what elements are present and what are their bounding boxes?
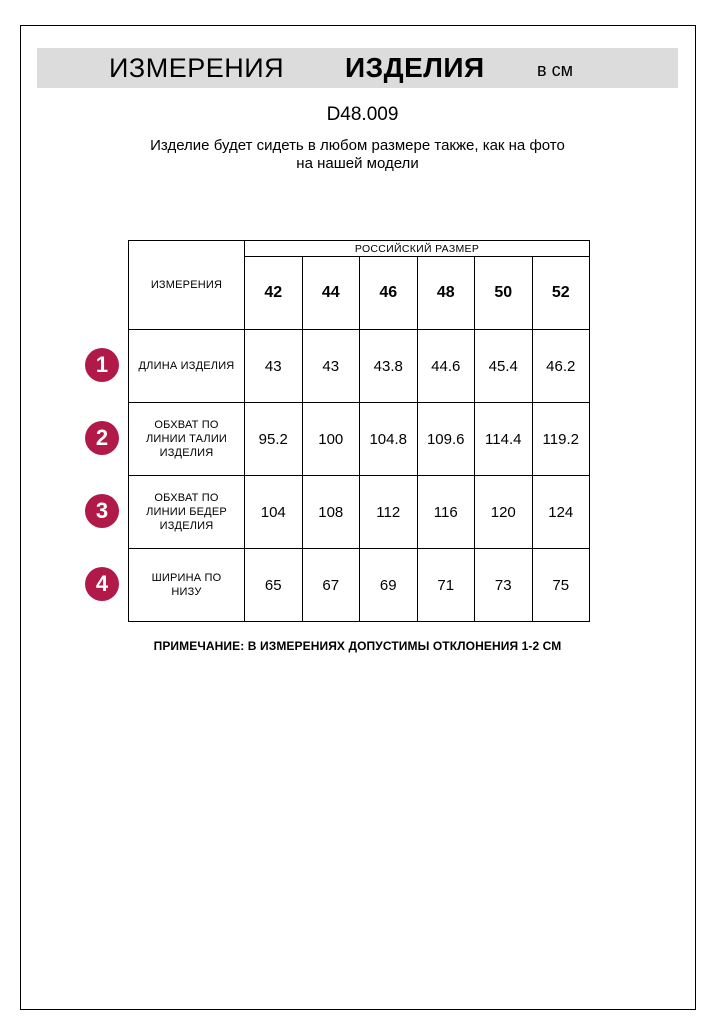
table-cell: 95.2 xyxy=(245,403,303,476)
size-header: 46 xyxy=(360,257,418,330)
table-cell: 114.4 xyxy=(475,403,533,476)
size-header: 42 xyxy=(245,257,303,330)
table-row xyxy=(129,403,590,476)
table-cell: 43.8 xyxy=(360,330,418,403)
table-cell: 67 xyxy=(302,549,360,622)
table-cell: 43 xyxy=(245,330,303,403)
row-label-line: ШИРИНА ПО xyxy=(151,572,222,584)
size-header: 48 xyxy=(417,257,475,330)
row-label xyxy=(129,476,245,549)
table-cell: 112 xyxy=(360,476,418,549)
table-cell: 73 xyxy=(475,549,533,622)
row-label-line: ДЛИНА ИЗДЕЛИЯ xyxy=(138,360,235,372)
table-cell: 44.6 xyxy=(417,330,475,403)
table-cell: 100 xyxy=(302,403,360,476)
table-cell: 116 xyxy=(417,476,475,549)
table-cell: 104 xyxy=(245,476,303,549)
row-number-badge-3: 3 xyxy=(85,494,119,528)
row-label-line: ОБХВАТ ПО xyxy=(154,419,219,431)
table-cell: 69 xyxy=(360,549,418,622)
tolerance-footnote: ПРИМЕЧАНИЕ: В ИЗМЕРЕНИЯХ ДОПУСТИМЫ ОТКЛОНЕНИЯ 1-2 СМ xyxy=(153,639,562,653)
table-cell: 65 xyxy=(245,549,303,622)
table-cell: 124 xyxy=(532,476,590,549)
row-number-badge-2: 2 xyxy=(85,421,119,455)
size-header: 44 xyxy=(302,257,360,330)
row-label-line: ЛИНИИ БЕДЕР xyxy=(146,506,227,518)
row-label-line: ИЗДЕЛИЯ xyxy=(159,520,214,532)
row-label-line: ИЗДЕЛИЯ xyxy=(159,447,214,459)
measure-header: ИЗМЕРЕНИЯ xyxy=(129,241,245,330)
row-number-badge-1: 1 xyxy=(85,348,119,382)
table-cell: 109.6 xyxy=(417,403,475,476)
size-table xyxy=(128,240,590,622)
table-cell: 119.2 xyxy=(532,403,590,476)
table-cell: 108 xyxy=(302,476,360,549)
fit-note-line-1: Изделие будет сидеть в любом размере также, как на фото xyxy=(150,137,565,154)
table-row xyxy=(129,476,590,549)
table-row xyxy=(129,330,590,403)
row-label-line: ОБХВАТ ПО xyxy=(154,492,219,504)
fit-note-line-2: на нашей модели xyxy=(296,155,419,172)
table-cell: 75 xyxy=(532,549,590,622)
fit-note xyxy=(0,137,715,173)
size-header: 52 xyxy=(532,257,590,330)
product-code: D48.009 xyxy=(326,104,399,125)
row-number-badge-4: 4 xyxy=(85,567,119,601)
row-label xyxy=(129,549,245,622)
table-cell: 71 xyxy=(417,549,475,622)
title-banner xyxy=(37,48,678,88)
table-cell: 43 xyxy=(302,330,360,403)
row-label xyxy=(129,330,245,403)
title-product: ИЗДЕЛИЯ xyxy=(345,52,485,83)
table-cell: 46.2 xyxy=(532,330,590,403)
table-row xyxy=(129,549,590,622)
table-cell: 120 xyxy=(475,476,533,549)
size-header: 50 xyxy=(475,257,533,330)
table-cell: 45.4 xyxy=(475,330,533,403)
row-label xyxy=(129,403,245,476)
size-system-header: РОССИЙСКИЙ РАЗМЕР xyxy=(245,241,590,257)
title-unit: в см xyxy=(537,60,573,80)
row-label-line: ЛИНИИ ТАЛИИ xyxy=(145,433,228,445)
title-measurements: ИЗМЕРЕНИЯ xyxy=(109,53,285,83)
row-label-line: НИЗУ xyxy=(171,586,202,598)
table-cell: 104.8 xyxy=(360,403,418,476)
